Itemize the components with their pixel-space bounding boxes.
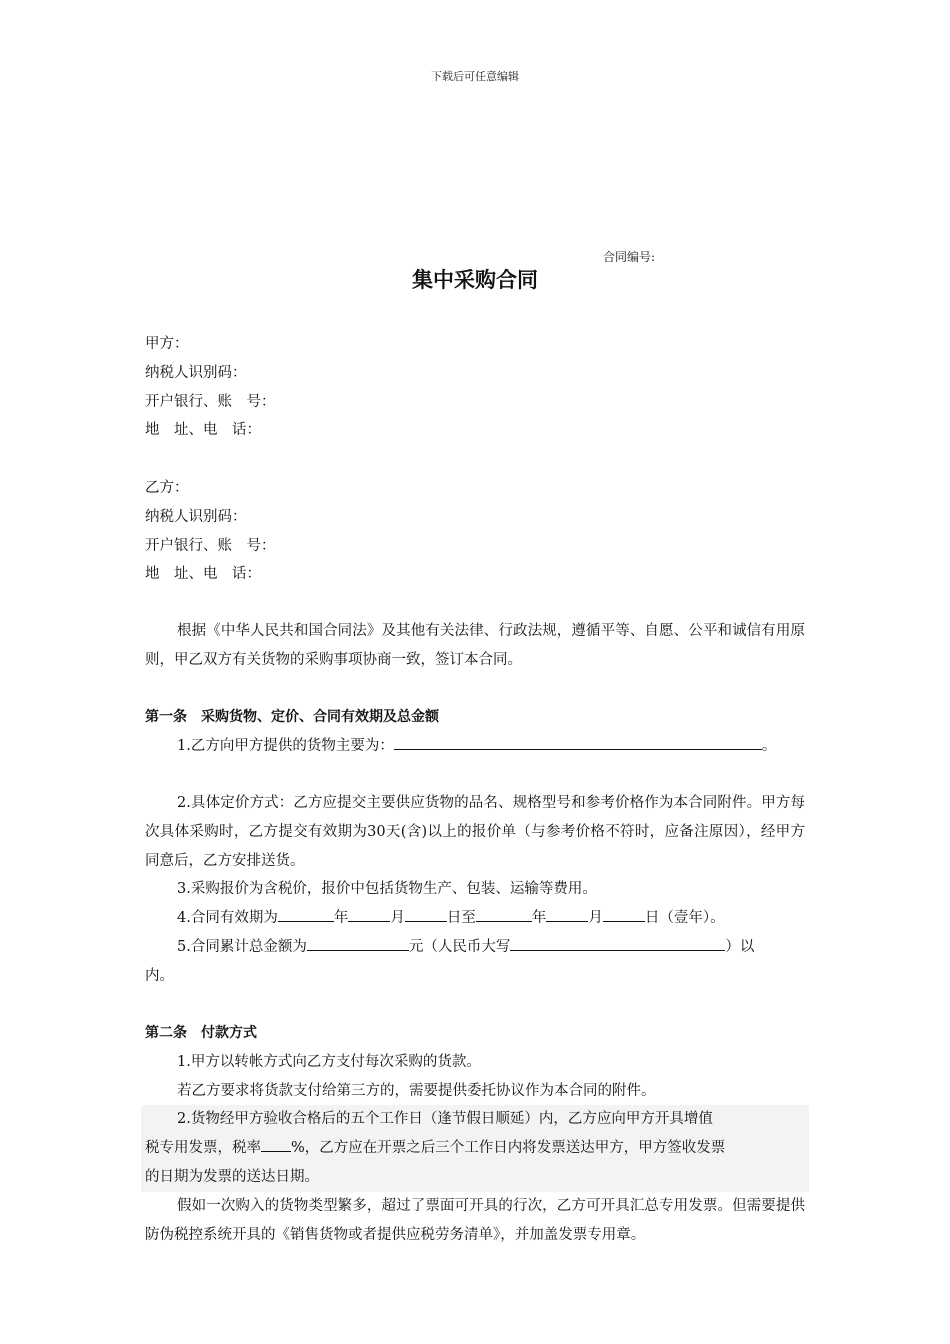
article-2-item-1b: 若乙方要求将货款支付给第三方的，需要提供委托协议作为本合同的附件。 [177, 1082, 656, 1099]
article-2-item-2 [141, 1105, 809, 1191]
item-2-line-1: 2.货物经甲方验收合格后的五个工作日（逢节假日顺延）内，乙方应向甲方开具增值 [177, 1111, 713, 1128]
article-2-item-1: 1.甲方以转帐方式向乙方支付每次采购的货款。 [177, 1053, 481, 1070]
end-year-blank [476, 905, 532, 922]
article-1-continued [145, 789, 805, 991]
start-year-blank [278, 905, 334, 922]
item-1-prefix: 1.乙方向甲方提供的货物主要为： [177, 737, 394, 754]
party-b-block [145, 474, 805, 589]
party-a-block [145, 330, 805, 445]
article-1 [145, 703, 805, 761]
amount-blank [307, 934, 409, 951]
item-1-suffix: 。 [761, 737, 777, 754]
preamble-paragraph: 根据《中华人民共和国合同法》及其他有关法律、行政法规，遵循平等、自愿、公平和诚信有用原则，甲乙双方有关货物的采购事项协商一致，签订本合同。 [145, 623, 805, 668]
year2-label: 年 [531, 910, 547, 927]
header-note: 下载后可任意编辑 [431, 70, 519, 83]
tax-rate-suffix: %，乙方应在开票之后三个工作日内将发票送达甲方，甲方签收发票 [291, 1140, 726, 1157]
party-a-label: 甲方： [145, 336, 189, 352]
party-b-bank: 开户银行、账 号： [145, 537, 276, 554]
day-to-label: 日至 [446, 910, 476, 927]
article-1-item-2: 2.具体定价方式：乙方应提交主要供应货物的品名、规格型号和参考价格作为本合同附件。甲方每次具体采购时，乙方提交有效期为30天(含)以上的报价单（与参考价格不符时，应备注原因），经甲方同意后，乙方安排送货。 [145, 795, 805, 869]
article-1-item-5 [145, 933, 805, 962]
year-label: 年 [333, 910, 349, 927]
party-b-label: 乙方： [145, 480, 189, 496]
amount-suffix: ）以 [725, 938, 755, 955]
party-a-address: 地 址、电 话： [145, 422, 261, 439]
goods-blank [394, 733, 762, 750]
party-b-address: 地 址、电 话： [145, 566, 261, 583]
article-2-heading: 第二条 付款方式 [145, 1025, 257, 1041]
month2-label: 月 [588, 910, 603, 927]
month-label: 月 [390, 910, 405, 927]
end-month-blank [546, 905, 588, 922]
party-b-tax-id: 纳税人识别码： [145, 508, 247, 525]
item-2-line-2 [145, 1134, 805, 1163]
article-1-heading: 第一条 采购货物、定价、合同有效期及总金额 [145, 709, 439, 725]
tax-rate-blank [261, 1135, 291, 1152]
article-1-item-4 [145, 904, 805, 933]
end-day-blank [603, 905, 645, 922]
document-title: 集中采购合同 [412, 268, 538, 292]
start-month-blank [348, 905, 390, 922]
party-a-bank: 开户银行、账 号： [145, 393, 276, 410]
start-day-blank [405, 905, 447, 922]
article-2-item-3: 假如一次购入的货物类型繁多，超过了票面可开具的行次，乙方可开具汇总专用发票。但需要提供防伪税控系统开具的《销售货物或者提供应税劳务清单》，并加盖发票专用章。 [145, 1197, 805, 1243]
contract-number-label: 合同编号: [603, 250, 656, 264]
tax-rate-prefix: 税专用发票，税率 [145, 1140, 261, 1157]
term-suffix: 日（壹年）。 [644, 910, 725, 927]
amount-prefix: 5.合同累计总金额为 [177, 938, 307, 955]
amount-words-blank [510, 934, 725, 951]
article-1-item-5-cont: 内。 [145, 967, 174, 984]
article-2 [145, 1019, 805, 1249]
amount-mid: 元（人民币大写 [408, 938, 511, 955]
article-1-item-3: 3.采购报价为含税价，报价中包括货物生产、包装、运输等费用。 [177, 881, 597, 898]
article-1-item-1 [145, 732, 805, 761]
item-2-line-3: 的日期为发票的送达日期。 [145, 1168, 319, 1185]
term-prefix: 4.合同有效期为 [177, 910, 278, 927]
party-a-tax-id: 纳税人识别码： [145, 364, 247, 381]
